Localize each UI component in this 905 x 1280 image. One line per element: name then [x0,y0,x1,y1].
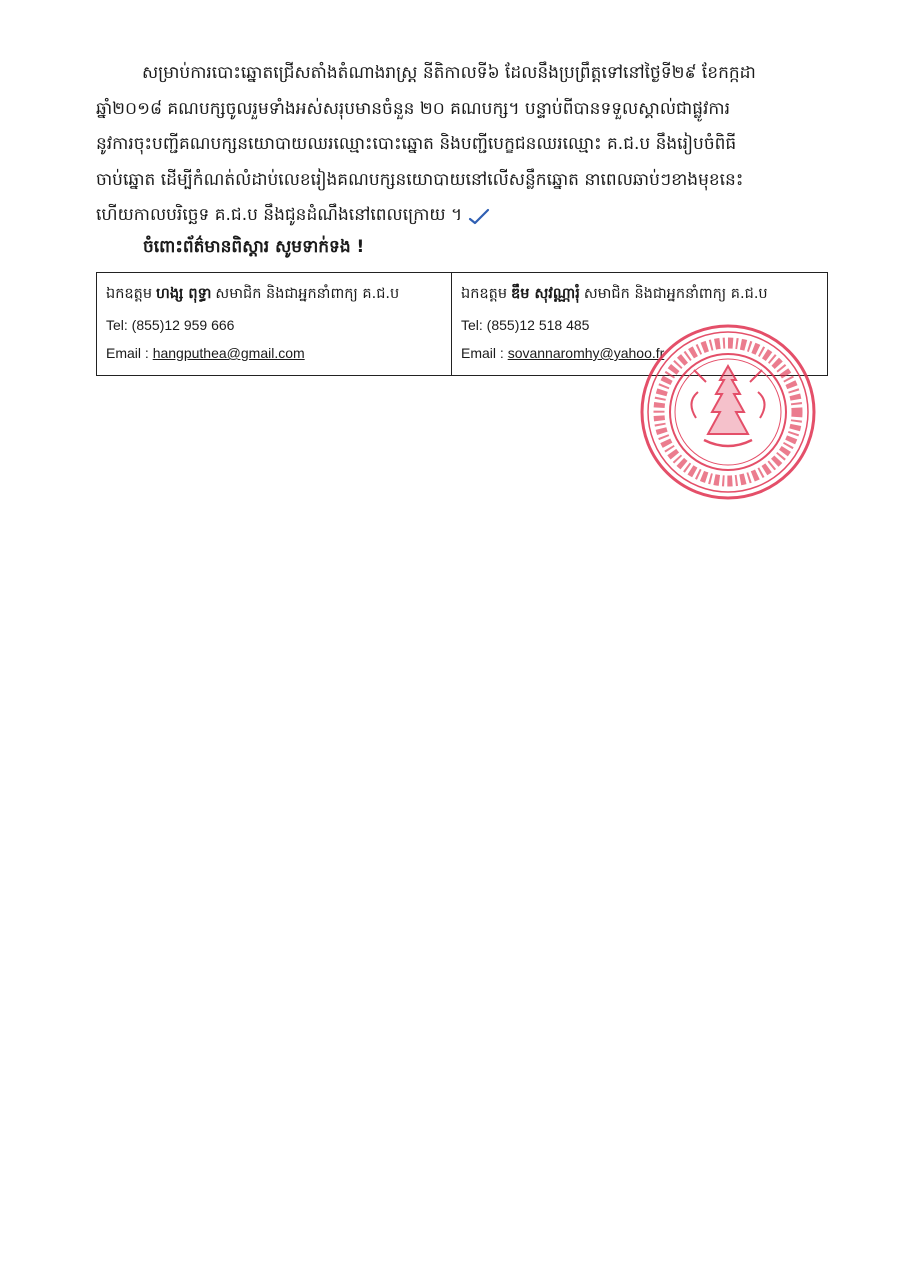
closing-line: ចំពោះព័ត៌មានពិស្តារ សូមទាក់ទង ! [143,237,365,257]
contact-role: សមាជិក និងជាអ្នកនាំពាក្យ គ.ជ.ប [215,286,400,302]
paragraph-line: សម្រាប់ការបោះឆ្នោតជ្រើសតាំងតំណាងរាស្ត្រ នីតិកាលទី៦ ដែលនឹងប្រព្រឹត្តទៅនៅថ្ងៃទី២៩ ខែកក្កដា [142,63,756,83]
contact-email-link[interactable]: sovannaromhy@yahoo.fr [507,345,665,361]
contact-email-label: Email : [461,345,508,361]
paragraph-line-last [96,198,830,234]
contact-email-link[interactable]: hangputhea@gmail.com [152,345,305,361]
contact-tel: Tel: (855)12 959 666 [106,317,235,333]
paragraph-line: ឆ្នាំ២០១៨ គណបក្សចូលរួមទាំងអស់សរុបមានចំនួន ២០ គណបក្ស។ បន្ទាប់ពីបានទទួលស្គាល់ជាផ្លូវការ [96,98,730,119]
contact-email-line [106,345,443,361]
check-mark-icon [468,207,490,225]
body-paragraph [96,56,830,234]
contact-name-line [461,285,819,311]
contact-name-line [106,285,443,311]
official-seal-icon [636,322,820,502]
contact-role: សមាជិក និងជាអ្នកនាំពាក្យ គ.ជ.ប [583,286,768,302]
paragraph-line-text: ហើយកាលបរិច្ឆេទ គ.ជ.ប នឹងជូនដំណឹងនៅពេលក្រោយ ។ [96,205,463,225]
contact-honorific: ឯកឧត្តម [106,286,153,302]
contact-email-label: Email : [106,345,153,361]
paragraph-line: នូវការចុះបញ្ជីគណបក្សនយោបាយឈរឈ្មោះបោះឆ្នោត និងបញ្ជីបេក្ខជនឈរឈ្មោះ គ.ជ.ប នឹងរៀបចំពិធី [96,134,737,154]
contact-cell [97,273,452,375]
paragraph-line: ចាប់ឆ្នោត ដើម្បីកំណត់លំដាប់លេខរៀងគណបក្សនយោបាយនៅលើសន្លឹកឆ្នោត នាពេលឆាប់ៗខាងមុខនេះ [96,169,744,190]
contact-honorific: ឯកឧត្តម [461,286,508,302]
contact-name: ហង្ស ពុទ្ធា [156,286,212,302]
contact-tel: Tel: (855)12 518 485 [461,317,590,333]
contact-name: ឌឹម សុវណ្ណារុំ [511,286,580,302]
